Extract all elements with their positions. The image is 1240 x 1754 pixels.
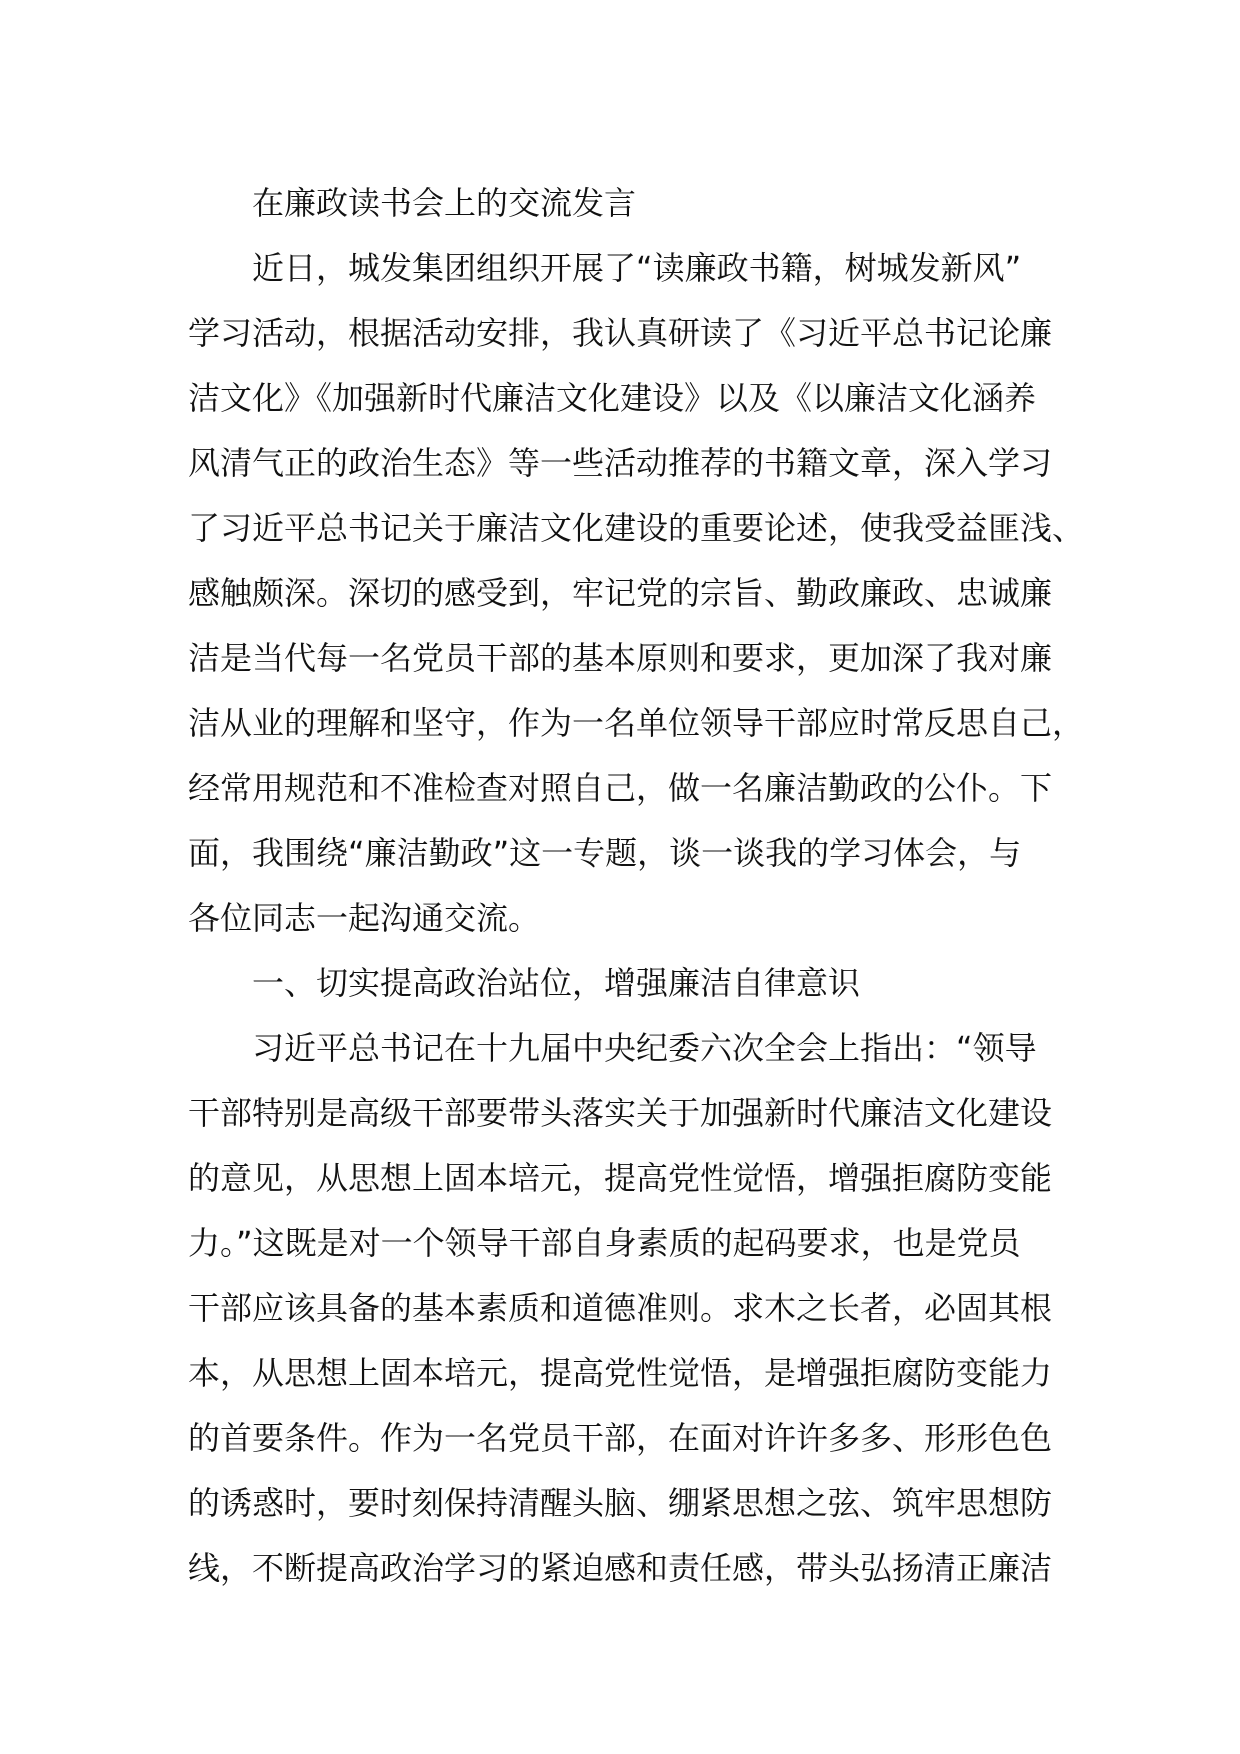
paragraph-line: 学习活动，根据活动安排，我认真研读了《习近平总书记论廉: [188, 314, 1053, 352]
paragraph-line: 的诱惑时，要时刻保持清醒头脑、绷紧思想之弦、筑牢思想防: [188, 1484, 1053, 1522]
paragraph-line: 的意见，从思想上固本培元，提高党性觉悟，增强拒腐防变能: [188, 1159, 1053, 1197]
paragraph-line: 洁是当代每一名党员干部的基本原则和要求，更加深了我对廉: [188, 639, 1053, 677]
paragraph-line: 力。”这既是对一个领导干部自身素质的起码要求，也是党员: [188, 1224, 1021, 1262]
paragraph-line: 风清气正的政治生态》等一些活动推荐的书籍文章，深入学习: [188, 444, 1053, 482]
paragraph-line: 近日，城发集团组织开展了“读廉政书籍，树城发新风”: [252, 249, 1022, 287]
section-heading: 一、切实提高政治站位，增强廉洁自律意识: [252, 964, 861, 1002]
paragraph-line: 洁从业的理解和坚守，作为一名单位领导干部应时常反思自己，: [188, 704, 1085, 742]
paragraph-line: 面，我围绕“廉洁勤政”这一专题，谈一谈我的学习体会，与: [188, 834, 1022, 872]
paragraph-line: 本，从思想上固本培元，提高党性觉悟，是增强拒腐防变能力: [188, 1354, 1053, 1392]
paragraph-line: 经常用规范和不准检查对照自己，做一名廉洁勤政的公仆。下: [188, 769, 1053, 807]
paragraph-line: 习近平总书记在十九届中央纪委六次全会上指出：“领导: [252, 1029, 1037, 1067]
document-title: 在廉政读书会上的交流发言: [252, 184, 637, 222]
paragraph-line: 干部特别是高级干部要带头落实关于加强新时代廉洁文化建设: [188, 1094, 1053, 1132]
paragraph-1: [188, 236, 1088, 951]
paragraph-line: 洁文化》《加强新时代廉洁文化建设》以及《以廉洁文化涵养: [188, 379, 1037, 417]
paragraph-line: 线，不断提高政治学习的紧迫感和责任感，带头弘扬清正廉洁: [188, 1549, 1053, 1587]
paragraph-line: 感触颇深。深切的感受到，牢记党的宗旨、勤政廉政、忠诚廉: [188, 574, 1053, 612]
paragraph-line: 了习近平总书记关于廉洁文化建设的重要论述，使我受益匪浅、: [188, 509, 1085, 547]
paragraph-line: 的首要条件。作为一名党员干部，在面对许许多多、形形色色: [188, 1419, 1053, 1457]
paragraph-line: 干部应该具备的基本素质和道德准则。求木之长者，必固其根: [188, 1289, 1053, 1327]
document-body: [188, 171, 1088, 1601]
paragraph-line: 各位同志一起沟通交流。: [188, 899, 541, 937]
paragraph-2: [188, 1016, 1088, 1601]
